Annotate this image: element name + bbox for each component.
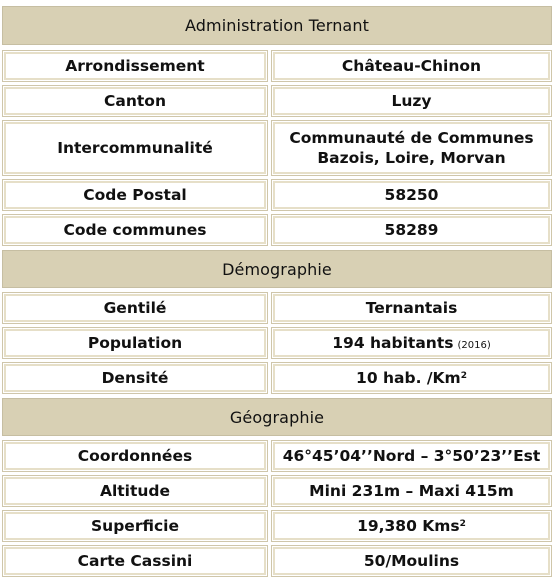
label-arrondissement: Arrondissement [2, 50, 268, 82]
superficie-text: 19,380 Kms [357, 516, 460, 535]
value-intercommunalite [271, 120, 552, 176]
label-carte-cassini: Carte Cassini [2, 545, 268, 577]
label-densite: Densité [2, 362, 268, 394]
label-code-communes: Code communes [2, 214, 268, 246]
value-superficie: 19,380 Kms $^2$ [271, 510, 552, 542]
label-intercommunalite: Intercommunalité [2, 120, 268, 176]
label-superficie: Superficie [2, 510, 268, 542]
value-densite: 10 hab. /Km $^2$ [271, 362, 552, 394]
value-coordonnees: 46°45’04’’Nord – 3°50’23’’Est [271, 440, 552, 472]
section-header-administration [2, 6, 552, 45]
label-gentile: Gentilé [2, 292, 268, 324]
label-altitude: Altitude [2, 475, 268, 507]
section-header-geographie [2, 398, 552, 436]
densite-text: 10 hab. /Km [356, 368, 461, 387]
label-population: Population [2, 327, 268, 359]
value-arrondissement: Château-Chinon [271, 50, 552, 82]
value-code-postal: 58250 [271, 179, 552, 211]
value-carte-cassini: 50/Moulins [271, 545, 552, 577]
label-canton: Canton [2, 85, 268, 117]
value-gentile: Ternantais [271, 292, 552, 324]
section-title: Administration Ternant [185, 16, 369, 35]
value-code-communes: 58289 [271, 214, 552, 246]
value-canton: Luzy [271, 85, 552, 117]
section-title: Géographie [229, 407, 325, 427]
section-header-demographie [2, 250, 552, 288]
label-code-postal: Code Postal [2, 179, 268, 211]
population-year-note: (2016) [457, 339, 491, 351]
value-line: Communauté de Communes [289, 128, 534, 147]
value-line: Bazois, Loire, Morvan [317, 149, 506, 167]
value-population [271, 327, 552, 359]
label-coordonnees: Coordonnées [2, 440, 268, 472]
value-altitude: Mini 231m – Maxi 415m [271, 475, 552, 507]
section-title: Démographie [222, 259, 332, 279]
population-count: 194 habitants [332, 333, 454, 352]
